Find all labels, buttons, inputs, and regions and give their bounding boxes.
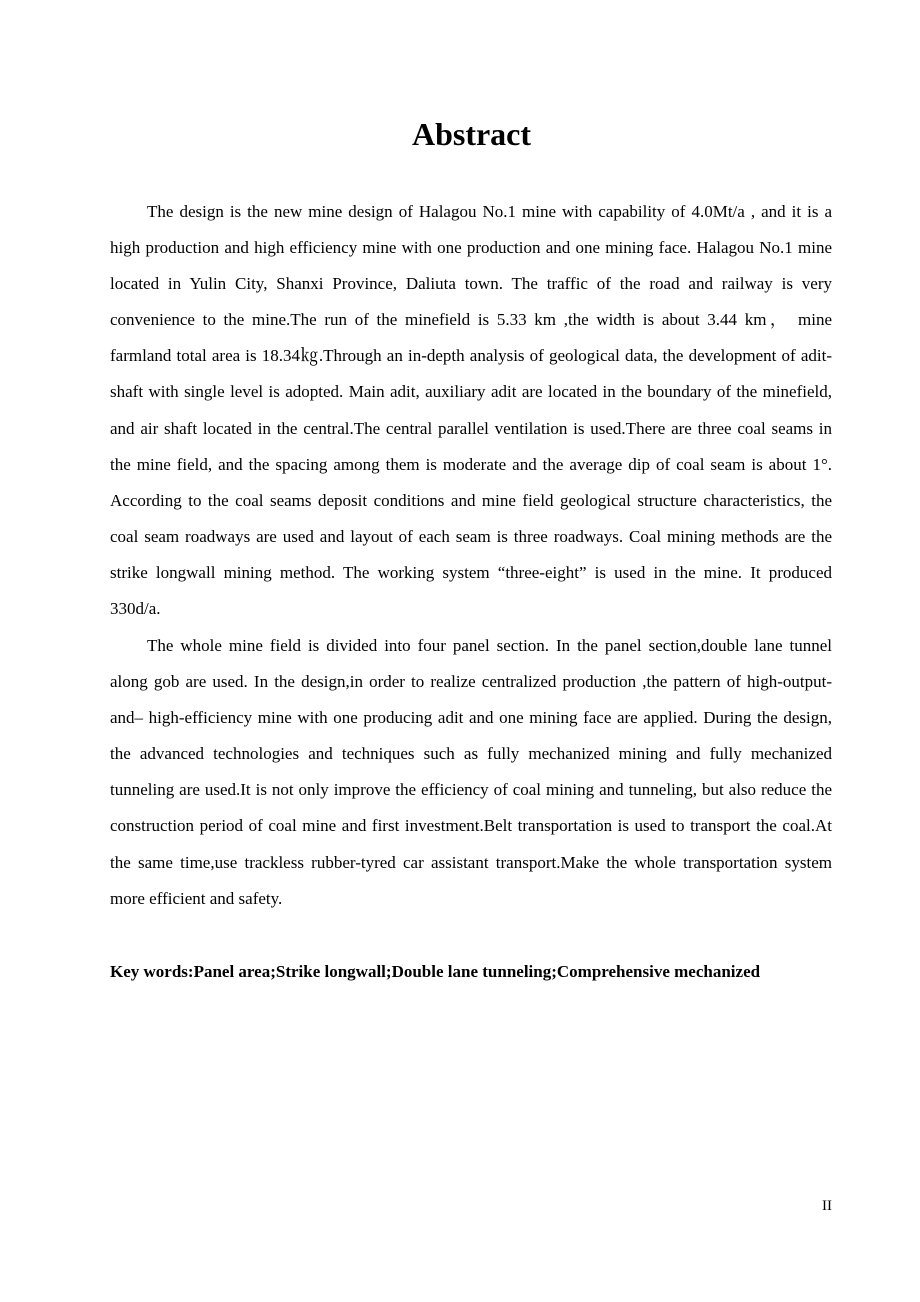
abstract-paragraph-2: The whole mine field is divided into four panel section. In the panel section,double lane tunnel along gob are used. In the design,in order to realize centralized production ,the pattern of high-output- and– high-efficiency mine with one producing adit and one mining face are applied. During the design, the advanced technologies and techniques such as fully mechanized mining and fully mechanized tunneling are used.It is not only improve the efficiency of coal mining and tunneling, but also reduce the construction period of coal mine and first investment.Belt transportation is used to transport the coal.At the same time,use trackless rubber-tyred car assistant transport.Make the whole transportation system more efficient and safety. <box>110 636 832 908</box>
page-title: Abstract <box>411 116 532 152</box>
keywords-line: Key words:Panel area;Strike longwall;Double lane tunneling;Comprehensive mechanized <box>110 962 761 981</box>
page-number: II <box>822 1198 832 1214</box>
abstract-paragraph-1: The design is the new mine design of Halagou No.1 mine with capability of 4.0Mt/a , and it is a high production and high efficiency mine with one production and one mining face. Halagou No.1 mine located in Yulin City, Shanxi Province, Daliuta town. The traffic of the road and railway is very convenience to the mine.The run of the minefield is 5.33 km ,the width is about 3.44 km， mine farmland total area is 18.34㎏.Through an in-depth analysis of geological data, the development of adit-shaft with single level is adopted. Main adit, auxiliary adit are located in the boundary of the minefield, and air shaft located in the central.The central parallel ventilation is used.There are three coal seams in the mine field, and the spacing among them is moderate and the average dip of coal seam is about 1°. According to the coal seams deposit conditions and mine field geological structure characteristics, the coal seam roadways are used and layout of each seam is three roadways. Coal mining methods are the strike longwall mining method. The working system “three-eight” is used in the mine. It produced 330d/a. <box>110 202 832 619</box>
